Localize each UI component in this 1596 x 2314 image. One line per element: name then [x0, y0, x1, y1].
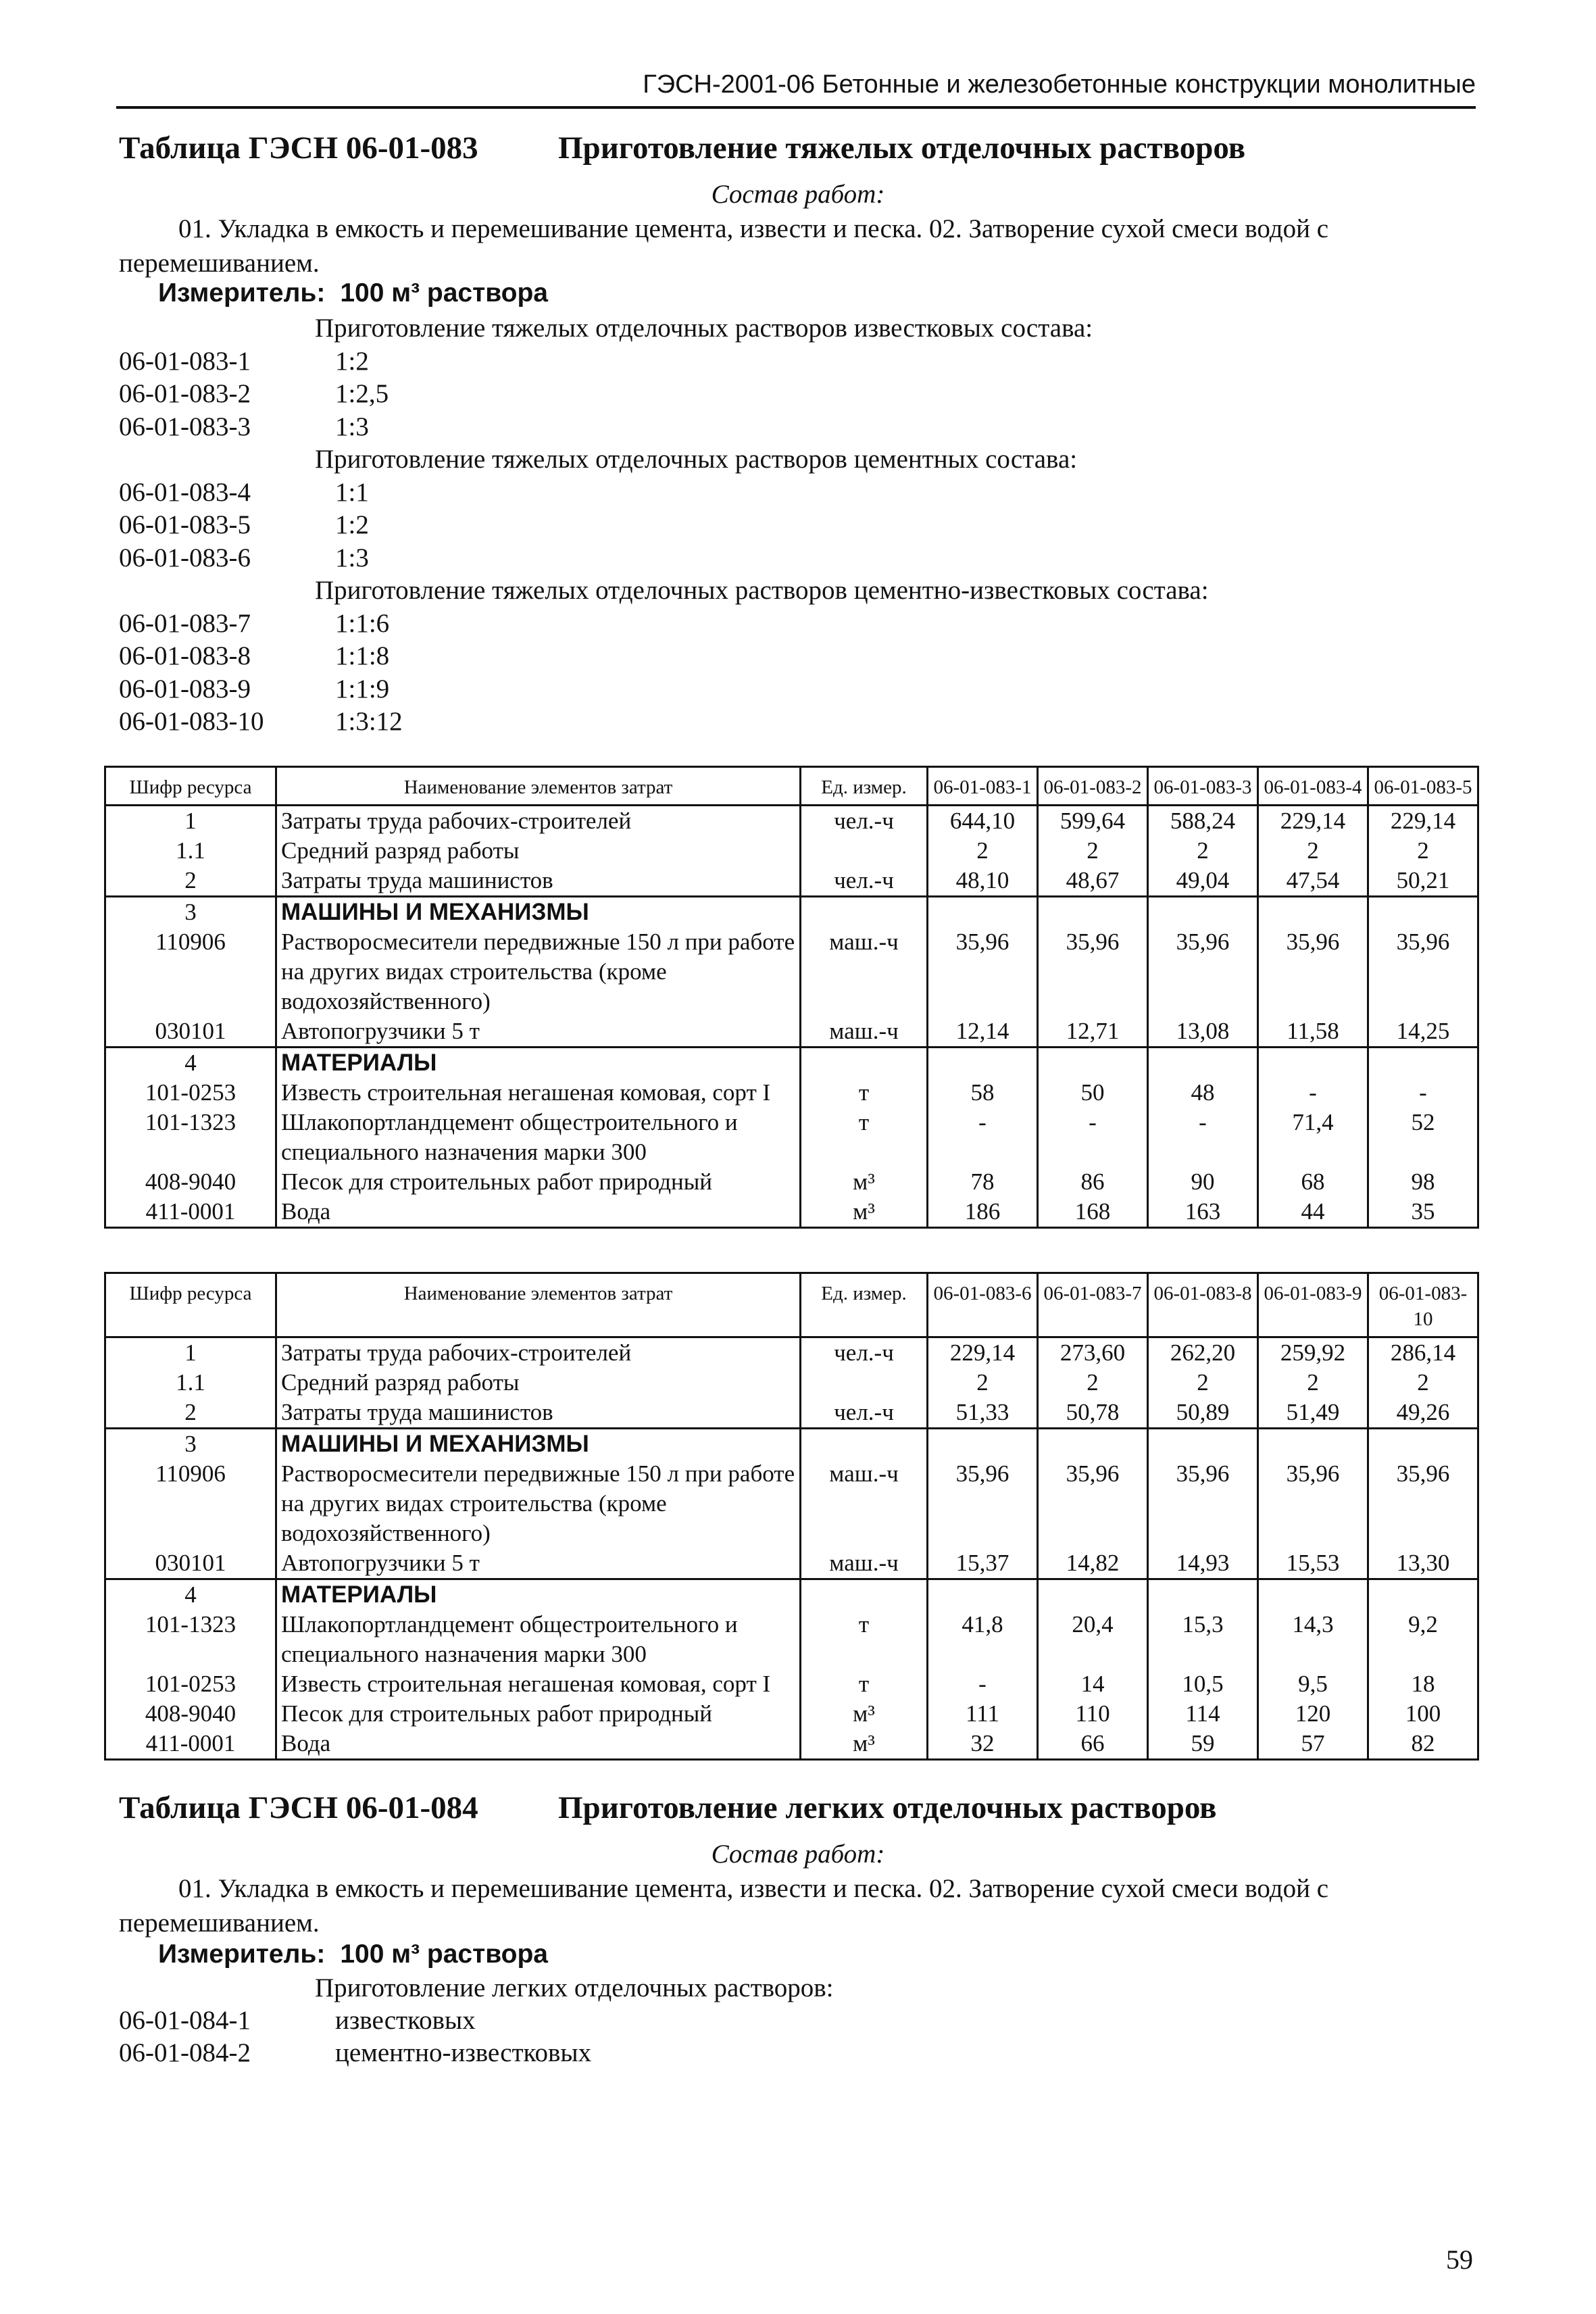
group-intro: Приготовление тяжелых отделочных растворов цементных состава: — [315, 445, 1078, 474]
cell-unit: м³ — [801, 1197, 928, 1228]
cell-value: 2 — [1258, 836, 1368, 866]
item-description: известковых — [335, 2006, 476, 2035]
cell-value: 14,25 — [1368, 1016, 1478, 1048]
table-084-meter — [158, 1940, 969, 1973]
table-row — [105, 1078, 1478, 1108]
cell-unit: чел.-ч — [801, 866, 928, 897]
cell-cipher: 408-9040 — [105, 1699, 276, 1729]
cell-value: 50,21 — [1368, 866, 1478, 897]
cell-value: 35,96 — [928, 927, 1038, 1016]
cell-value: 120 — [1258, 1699, 1368, 1729]
item-ratio: 1:3 — [335, 412, 369, 441]
cell-cipher: 110906 — [105, 1459, 276, 1548]
cell-name: Затраты труда машинистов — [276, 866, 801, 897]
col-header-norm: 06-01-083-4 — [1258, 767, 1368, 806]
group-intro: Приготовление тяжелых отделочных растворов известковых состава: — [315, 314, 1093, 343]
table-083-title: Приготовление тяжелых отделочных растворов — [558, 130, 1246, 166]
cell-value: 18 — [1368, 1669, 1478, 1699]
cell-value: 35,96 — [1368, 927, 1478, 1016]
cell-value: 286,14 — [1368, 1337, 1478, 1369]
cell-value — [928, 1048, 1038, 1079]
item-ratio: 1:2 — [335, 346, 369, 376]
cell-value: - — [928, 1108, 1038, 1167]
cell-value: 110 — [1038, 1699, 1148, 1729]
cell-unit: т — [801, 1078, 928, 1108]
cell-value: 90 — [1148, 1167, 1258, 1197]
cell-unit: м³ — [801, 1167, 928, 1197]
cell-name: Автопогрузчики 5 т — [276, 1548, 801, 1579]
cell-name: Шлакопортландцемент общестроительного и специального назначения марки 300 — [276, 1610, 801, 1669]
col-header-norm: 06-01-083-1 — [928, 767, 1038, 806]
item-ratio: 1:3 — [335, 543, 369, 572]
table-row — [105, 897, 1478, 928]
cell-value: 51,49 — [1258, 1398, 1368, 1429]
col-header-norm: 06-01-083-7 — [1038, 1273, 1148, 1337]
col-header-norm: 06-01-083-3 — [1148, 767, 1258, 806]
table-083-meter-label: Измеритель: — [158, 278, 326, 307]
table-084-meter-label: Измеритель: — [158, 1940, 326, 1969]
item-ratio: 1:1:9 — [335, 674, 390, 704]
cell-unit — [801, 1579, 928, 1610]
cell-value: 2 — [928, 1368, 1038, 1398]
col-header-norm: 06-01-083-5 — [1368, 767, 1478, 806]
table-row — [105, 1669, 1478, 1699]
cell-value: 111 — [928, 1699, 1038, 1729]
cell-value: 82 — [1368, 1729, 1478, 1760]
cell-unit: чел.-ч — [801, 1337, 928, 1369]
cell-value: 58 — [928, 1078, 1038, 1108]
cell-value: 41,8 — [928, 1610, 1038, 1669]
cell-unit: маш.-ч — [801, 1548, 928, 1579]
table-084-label: Таблица ГЭСН 06-01-084 — [119, 1790, 478, 1825]
col-header-norm: 06-01-083-2 — [1038, 767, 1148, 806]
table-row — [105, 1699, 1478, 1729]
cell-unit — [801, 1429, 928, 1460]
cell-value: 100 — [1368, 1699, 1478, 1729]
cell-unit: т — [801, 1108, 928, 1167]
cell-value: 12,14 — [928, 1016, 1038, 1048]
cell-name: Песок для строительных работ природный — [276, 1699, 801, 1729]
cell-value: 20,4 — [1038, 1610, 1148, 1669]
cell-value: 11,58 — [1258, 1016, 1368, 1048]
item-code: 06-01-083-5 — [119, 510, 251, 539]
cell-value — [1038, 897, 1148, 928]
cell-value — [1038, 1579, 1148, 1610]
cell-cipher: 101-1323 — [105, 1108, 276, 1167]
table-row — [105, 1548, 1478, 1579]
cell-value: 47,54 — [1258, 866, 1368, 897]
cell-name: Затраты труда рабочих-строителей — [276, 1337, 801, 1369]
col-header-unit: Ед. измер. — [801, 1273, 928, 1337]
cell-value: 229,14 — [928, 1337, 1038, 1369]
cell-cipher: 3 — [105, 1429, 276, 1460]
cell-value — [1038, 1429, 1148, 1460]
cell-cipher: 101-1323 — [105, 1610, 276, 1669]
cell-unit: м³ — [801, 1699, 928, 1729]
cell-value: - — [1258, 1078, 1368, 1108]
cell-value: 35,96 — [1258, 1459, 1368, 1548]
cell-value: 52 — [1368, 1108, 1478, 1167]
cell-value: 13,30 — [1368, 1548, 1478, 1579]
cell-name: МАШИНЫ И МЕХАНИЗМЫ — [276, 1429, 801, 1460]
cell-value: 35,96 — [928, 1459, 1038, 1548]
cell-cipher: 1 — [105, 1337, 276, 1369]
cell-value: 14,3 — [1258, 1610, 1368, 1669]
cell-value: - — [1148, 1108, 1258, 1167]
cell-unit — [801, 1048, 928, 1079]
cell-value — [1258, 1579, 1368, 1610]
cell-cipher: 4 — [105, 1048, 276, 1079]
cell-value: - — [928, 1669, 1038, 1699]
cell-value: 35,96 — [1148, 927, 1258, 1016]
cell-cipher: 2 — [105, 866, 276, 897]
cell-unit: чел.-ч — [801, 1398, 928, 1429]
item-code: 06-01-083-6 — [119, 543, 251, 572]
cell-value: 114 — [1148, 1699, 1258, 1729]
cell-value: 35,96 — [1148, 1459, 1258, 1548]
table-row — [105, 866, 1478, 897]
cell-name: Средний разряд работы — [276, 1368, 801, 1398]
cell-value: 599,64 — [1038, 806, 1148, 837]
table-row — [105, 1368, 1478, 1398]
cell-value: 35,96 — [1258, 927, 1368, 1016]
table-row — [105, 1579, 1478, 1610]
item-ratio: 1:1:6 — [335, 608, 390, 638]
cell-value — [928, 1579, 1038, 1610]
cell-name: МАТЕРИАЛЫ — [276, 1048, 801, 1079]
cell-name: Известь строительная негашеная комовая, сорт I — [276, 1078, 801, 1108]
cell-value: 50,89 — [1148, 1398, 1258, 1429]
cell-value — [1148, 897, 1258, 928]
cell-value: 78 — [928, 1167, 1038, 1197]
cell-name: Средний разряд работы — [276, 836, 801, 866]
cell-value: 48,67 — [1038, 866, 1148, 897]
col-header-norm: 06-01-083-9 — [1258, 1273, 1368, 1337]
item-ratio: 1:1:8 — [335, 641, 390, 670]
cell-value: 14 — [1038, 1669, 1148, 1699]
cell-unit: м³ — [801, 1729, 928, 1760]
cell-value — [1368, 1048, 1478, 1079]
cell-cipher: 1.1 — [105, 1368, 276, 1398]
cell-value: 68 — [1258, 1167, 1368, 1197]
cell-cipher: 1 — [105, 806, 276, 837]
item-ratio: 1:2 — [335, 510, 369, 539]
cell-name: Автопогрузчики 5 т — [276, 1016, 801, 1048]
cell-unit: маш.-ч — [801, 1459, 928, 1548]
col-header-norm: 06-01-083-10 — [1368, 1273, 1478, 1337]
cell-cipher: 3 — [105, 897, 276, 928]
cell-value — [1148, 1579, 1258, 1610]
cell-cipher: 4 — [105, 1579, 276, 1610]
item-ratio: 1:2,5 — [335, 379, 389, 408]
cell-value: 66 — [1038, 1729, 1148, 1760]
item-code: 06-01-083-2 — [119, 379, 251, 408]
cell-unit: т — [801, 1610, 928, 1669]
table-row — [105, 1610, 1478, 1669]
cell-value: 2 — [928, 836, 1038, 866]
group-intro: Приготовление тяжелых отделочных растворов цементно-известковых состава: — [315, 576, 1209, 605]
cell-unit: маш.-ч — [801, 927, 928, 1016]
col-header-norm: 06-01-083-6 — [928, 1273, 1038, 1337]
cell-value: 229,14 — [1258, 806, 1368, 837]
col-header-cipher: Шифр ресурса — [105, 1273, 276, 1337]
cell-value — [928, 897, 1038, 928]
cell-value — [1258, 1048, 1368, 1079]
cost-table-2 — [104, 1272, 1479, 1761]
cell-value: 15,53 — [1258, 1548, 1368, 1579]
item-code: 06-01-083-8 — [119, 641, 251, 670]
cell-value: - — [1038, 1108, 1148, 1167]
cell-value — [928, 1429, 1038, 1460]
cell-value: 262,20 — [1148, 1337, 1258, 1369]
cell-cipher: 1.1 — [105, 836, 276, 866]
item-code: 06-01-083-7 — [119, 608, 251, 638]
cell-value: 48,10 — [928, 866, 1038, 897]
cell-cipher: 411-0001 — [105, 1729, 276, 1760]
cell-value: 48 — [1148, 1078, 1258, 1108]
table-row — [105, 1429, 1478, 1460]
cost-table-1 — [104, 766, 1479, 1229]
page-number: 59 — [1446, 2244, 1473, 2275]
cell-value: 35,96 — [1368, 1459, 1478, 1548]
cell-name: Вода — [276, 1729, 801, 1760]
cell-value: 186 — [928, 1197, 1038, 1228]
running-head: ГЭСН-2001-06 Бетонные и железобетонные конструкции монолитные — [116, 70, 1476, 109]
item-code: 06-01-083-10 — [119, 707, 264, 736]
col-header-unit: Ед. измер. — [801, 767, 928, 806]
table-row — [105, 1167, 1478, 1197]
item-ratio: 1:3:12 — [335, 707, 403, 736]
cell-value: 168 — [1038, 1197, 1148, 1228]
cell-unit: чел.-ч — [801, 806, 928, 837]
cell-value: 15,37 — [928, 1548, 1038, 1579]
cell-value: 14,82 — [1038, 1548, 1148, 1579]
cell-value: 35,96 — [1038, 1459, 1148, 1548]
cell-name: Растворосмесители передвижные 150 л при работе на других видах строительства (кроме водохозяйственного) — [276, 1459, 801, 1548]
cell-value: 9,5 — [1258, 1669, 1368, 1699]
item-code: 06-01-083-4 — [119, 477, 251, 507]
table-row — [105, 836, 1478, 866]
cell-value: 2 — [1038, 1368, 1148, 1398]
cell-value: 259,92 — [1258, 1337, 1368, 1369]
cell-value: 57 — [1258, 1729, 1368, 1760]
cell-cipher: 110906 — [105, 927, 276, 1016]
table-row — [105, 1048, 1478, 1079]
cell-value — [1368, 897, 1478, 928]
cell-unit: т — [801, 1669, 928, 1699]
cell-value: 2 — [1038, 836, 1148, 866]
cell-cipher: 030101 — [105, 1016, 276, 1048]
cell-value: 9,2 — [1368, 1610, 1478, 1669]
cell-value — [1148, 1429, 1258, 1460]
cell-value: 2 — [1258, 1368, 1368, 1398]
cell-value: 32 — [928, 1729, 1038, 1760]
cell-value: - — [1368, 1078, 1478, 1108]
table-row — [105, 1729, 1478, 1760]
table-084-works-text: 01. Укладка в емкость и перемешивание цемента, извести и песка. 02. Затворение сухой смеси водой с перемешиванием. — [119, 1874, 1329, 1938]
cell-name: Затраты труда рабочих-строителей — [276, 806, 801, 837]
cell-name: Затраты труда машинистов — [276, 1398, 801, 1429]
cell-value: 15,3 — [1148, 1610, 1258, 1669]
cell-value: 50 — [1038, 1078, 1148, 1108]
cell-cipher: 101-0253 — [105, 1078, 276, 1108]
cell-value: 588,24 — [1148, 806, 1258, 837]
cell-value: 163 — [1148, 1197, 1258, 1228]
table-084-meter-value: 100 м³ раствора — [340, 1940, 548, 1969]
item-description: цементно-известковых — [335, 2038, 592, 2067]
cell-value — [1368, 1429, 1478, 1460]
table-083-meter — [158, 278, 969, 312]
table-083-works-caption: Состав работ: — [711, 180, 885, 209]
cell-value — [1258, 1429, 1368, 1460]
col-header-name: Наименование элементов затрат — [276, 767, 801, 806]
table-083-works-text: 01. Укладка в емкость и перемешивание цемента, извести и песка. 02. Затворение сухой смеси водой с перемешиванием. — [119, 214, 1329, 278]
col-header-norm: 06-01-083-8 — [1148, 1273, 1258, 1337]
table-row — [105, 1398, 1478, 1429]
item-code: 06-01-084-2 — [119, 2038, 251, 2067]
cell-value: 12,71 — [1038, 1016, 1148, 1048]
cell-value: 2 — [1148, 1368, 1258, 1398]
cell-name: Шлакопортландцемент общестроительного и специального назначения марки 300 — [276, 1108, 801, 1167]
cell-name: Песок для строительных работ природный — [276, 1167, 801, 1197]
cell-unit — [801, 836, 928, 866]
item-ratio: 1:1 — [335, 477, 369, 507]
cell-value — [1038, 1048, 1148, 1079]
cell-cipher: 2 — [105, 1398, 276, 1429]
table-084-works-caption: Состав работ: — [711, 1840, 885, 1869]
table-row — [105, 927, 1478, 1016]
cell-value: 35 — [1368, 1197, 1478, 1228]
item-code: 06-01-083-3 — [119, 412, 251, 441]
table-row — [105, 1337, 1478, 1369]
cell-name: Вода — [276, 1197, 801, 1228]
cell-value: 14,93 — [1148, 1548, 1258, 1579]
cell-value: 13,08 — [1148, 1016, 1258, 1048]
item-code: 06-01-083-1 — [119, 346, 251, 376]
cell-name: МАШИНЫ И МЕХАНИЗМЫ — [276, 897, 801, 928]
table-083-meter-value: 100 м³ раствора — [340, 278, 548, 307]
cell-name: Растворосмесители передвижные 150 л при работе на других видах строительства (кроме водохозяйственного) — [276, 927, 801, 1016]
cell-value: 49,26 — [1368, 1398, 1478, 1429]
cell-value — [1258, 897, 1368, 928]
item-code: 06-01-083-9 — [119, 674, 251, 704]
cell-value: 10,5 — [1148, 1669, 1258, 1699]
table-row — [105, 1197, 1478, 1228]
cell-name: Известь строительная негашеная комовая, сорт I — [276, 1669, 801, 1699]
cell-value — [1368, 1579, 1478, 1610]
cell-value: 59 — [1148, 1729, 1258, 1760]
cell-value: 51,33 — [928, 1398, 1038, 1429]
cell-cipher: 408-9040 — [105, 1167, 276, 1197]
table-row — [105, 1459, 1478, 1548]
table-084-intro: Приготовление легких отделочных растворов: — [315, 1973, 834, 2002]
cell-value: 71,4 — [1258, 1108, 1368, 1167]
cell-value: 2 — [1148, 836, 1258, 866]
cell-cipher: 411-0001 — [105, 1197, 276, 1228]
cell-value: 49,04 — [1148, 866, 1258, 897]
table-row — [105, 1108, 1478, 1167]
cell-value: 86 — [1038, 1167, 1148, 1197]
item-code: 06-01-084-1 — [119, 2006, 251, 2035]
col-header-name: Наименование элементов затрат — [276, 1273, 801, 1337]
cell-value: 44 — [1258, 1197, 1368, 1228]
table-row — [105, 1016, 1478, 1048]
cell-value: 2 — [1368, 1368, 1478, 1398]
cell-value: 2 — [1368, 836, 1478, 866]
col-header-cipher: Шифр ресурса — [105, 767, 276, 806]
cell-unit: маш.-ч — [801, 1016, 928, 1048]
table-row — [105, 806, 1478, 837]
table-083-label: Таблица ГЭСН 06-01-083 — [119, 130, 478, 166]
cell-name: МАТЕРИАЛЫ — [276, 1579, 801, 1610]
cell-value: 229,14 — [1368, 806, 1478, 837]
cell-value: 50,78 — [1038, 1398, 1148, 1429]
table-084-title: Приготовление легких отделочных растворов — [558, 1790, 1217, 1825]
cell-value: 644,10 — [928, 806, 1038, 837]
cell-value — [1148, 1048, 1258, 1079]
cell-value: 273,60 — [1038, 1337, 1148, 1369]
cell-value: 98 — [1368, 1167, 1478, 1197]
cell-unit — [801, 897, 928, 928]
cell-value: 35,96 — [1038, 927, 1148, 1016]
cell-cipher: 101-0253 — [105, 1669, 276, 1699]
cell-unit — [801, 1368, 928, 1398]
cell-cipher: 030101 — [105, 1548, 276, 1579]
